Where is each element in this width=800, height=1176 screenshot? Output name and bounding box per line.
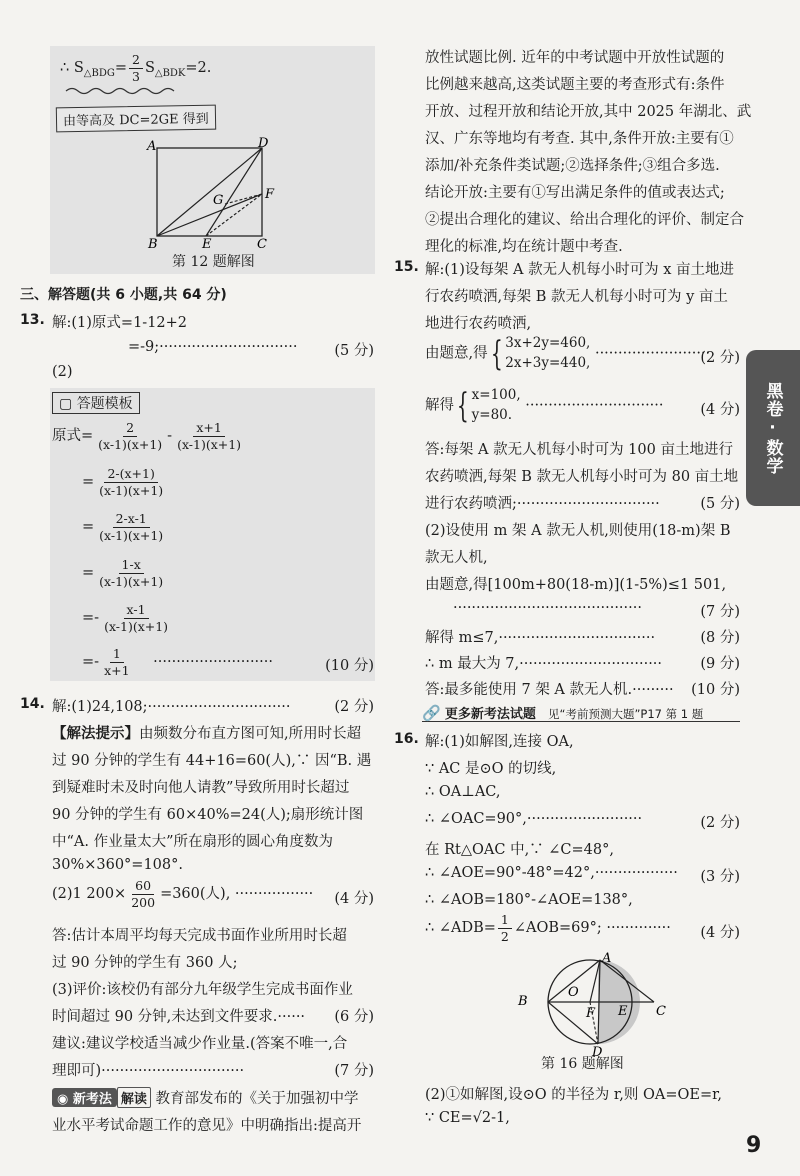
template-step3 [82, 511, 168, 543]
q15-answer3-text: 进行农药喷洒; [425, 496, 517, 512]
handwritten-note [56, 105, 216, 133]
template-step1 [52, 420, 246, 452]
q14-line1-dots: ······························· [147, 699, 291, 715]
eq-end: =2. [185, 60, 212, 77]
q15-part2-line6 [425, 652, 740, 673]
fig16-label-F: F [586, 1006, 596, 1021]
frac3-num: 2-(x+1) [104, 466, 157, 483]
q15-p2-line6-dots: ······························· [519, 656, 663, 672]
q15-answer3 [425, 492, 740, 513]
book-icon: ▢ [59, 396, 73, 412]
fig16-label-A: A [602, 951, 612, 966]
q15-p2-line7-dots: ········· [632, 682, 674, 698]
q14-number: 14. [20, 696, 45, 712]
q14-hint-line3: 到疑难时未及时向他人请教”导致所用时长超过 [52, 780, 350, 796]
q16-line6 [425, 865, 740, 885]
q15-part2-line5 [425, 626, 740, 647]
frac6-num: x-1 [124, 602, 149, 619]
frac2-den: (x-1)(x+1) [177, 436, 242, 452]
figure-16-caption: 第 16 题解图 [541, 1056, 624, 1072]
q13-line2-dots: ······························ [159, 339, 298, 355]
fig16-label-E: E [618, 1004, 628, 1019]
q15-s1-eq2: 2x+3y=440, [505, 354, 591, 371]
q13-line2-score: (5 分) [334, 343, 374, 359]
q15-p2-line4-dots: ········································· [453, 600, 642, 616]
fig12-label-E: E [202, 237, 212, 252]
side-tab [746, 350, 800, 506]
eq-eq: = [114, 60, 127, 77]
q16-line3: ∴ OA⊥AC, [425, 784, 501, 800]
q14-line1 [52, 695, 374, 716]
q16-line6-score: (3 分) [700, 869, 740, 885]
q13-part2-label: (2) [52, 364, 73, 380]
frac1-num: 2 [123, 420, 137, 437]
right-top-line3: 开放、过程开放和结论开放,其中 2025 年湖北、武 [425, 104, 752, 120]
q13-line2-text: =-9; [128, 339, 160, 355]
right-top-line6: 结论开放:主要有①写出满足条件的值或表达式; [425, 185, 725, 201]
fig12-label-G: G [213, 193, 224, 208]
q14-p3-line4-score: (7 分) [334, 1063, 374, 1079]
q15-p2-line5-dots: ·································· [498, 630, 656, 646]
q15-s1-eq1: 3x+2y=460, [505, 335, 591, 351]
step6-dots: ·························· [153, 654, 273, 671]
frac2-num: x+1 [193, 420, 224, 437]
eq-num: 2 [129, 52, 143, 69]
right-top-line2: 比例越来越高,这类试题主要的考查形式有:条件 [425, 77, 725, 93]
q14-part3-line1: (3)评价:该校仍有部分九年级学生完成书面作业 [52, 982, 353, 998]
q16-line4 [425, 811, 740, 831]
q16-line8-score: (4 分) [700, 925, 740, 941]
q15-part2-line4 [425, 600, 740, 620]
template-step2 [82, 466, 168, 498]
frac5-den: (x-1)(x+1) [99, 573, 164, 589]
q14-p2-den: 200 [131, 894, 156, 910]
left-brace-icon: { [456, 385, 469, 426]
q14-hint-line5: 中“A. 作业量太大”所在扇形的圆心角度数为 [52, 834, 334, 850]
link-icon: 🔗 [422, 704, 441, 722]
more-questions-banner [422, 703, 740, 722]
template-step4 [82, 557, 168, 589]
hint-label: 【解法提示】 [52, 726, 139, 742]
step6-eq: =- [82, 654, 100, 671]
q16-line6-dots: ·················· [594, 865, 678, 881]
fig12-label-A: A [147, 139, 157, 154]
q15-p2-line7-text: 答:最多能使用 7 架 A 款无人机. [425, 682, 633, 698]
eq-prefix: ∴ S [60, 60, 84, 77]
fig16-label-D: D [592, 1045, 603, 1060]
q15-line2: 行农药喷洒,每架 B 款无人机每小时可为 y 亩土 [425, 289, 728, 305]
q14-part3-line2 [52, 1005, 374, 1026]
frac3-den: (x-1)(x+1) [99, 482, 164, 498]
fig16-label-C: C [656, 1004, 666, 1019]
hint-line1-text: 由频数分布直方图可知,所用时长超 [139, 726, 362, 742]
q14-part2 [52, 878, 374, 910]
eq-s2: S [144, 60, 155, 77]
side-tab-text: 黑卷·数学 [762, 381, 783, 475]
q15-s2-eq1: x=100, [471, 387, 521, 403]
q15-p2-line6-text: ∴ m 最大为 7, [425, 656, 520, 672]
fig12-label-F: F [265, 187, 275, 202]
pin-icon: ◉ [57, 1092, 69, 1107]
q16-line8-dots: ·············· [606, 920, 671, 937]
section-3-heading: 三、解答题(共 6 小题,共 64 分) [20, 287, 227, 303]
more-questions-ref: 见“考前预测大题”P17 第 1 题 [547, 707, 704, 721]
q16-line8-den: 2 [500, 928, 509, 944]
q14-hint-line6: 30%×360°=108°. [52, 857, 183, 873]
new-exam-tag-text: 新考法 [72, 1092, 112, 1107]
frac5-num: 1-x [119, 557, 144, 574]
q14-answer2: 过 90 分钟的学生有 360 人; [52, 955, 238, 971]
q16-number: 16. [394, 731, 419, 747]
q14-p2-dots: ················· [234, 886, 314, 903]
q14-p3-line4-text: 理即可) [52, 1063, 102, 1079]
new-exam-method-line1 [52, 1087, 359, 1108]
minus-sign: - [167, 428, 173, 445]
q15-system1 [425, 334, 740, 373]
q16-part2-line2: ∵ CE=√2-1, [425, 1110, 510, 1126]
fig16-label-O: O [568, 985, 579, 1000]
q15-part2-line7 [425, 678, 740, 699]
q15-number: 15. [394, 259, 419, 275]
q14-hint-line4: 90 分钟的学生有 60×40%=24(人);扇形统计图 [52, 807, 364, 823]
q15-p2-line5-score: (8 分) [700, 630, 740, 646]
q14-p2-score: (4 分) [334, 891, 374, 907]
fig12-label-C: C [257, 237, 267, 252]
q14-p2-b: =360(人), [160, 886, 231, 903]
q13-number: 13. [20, 312, 45, 328]
q14-part3-line3: 建议:建议学校适当减少作业量.(答案不唯一,合 [52, 1036, 348, 1052]
q14-hint-line1 [52, 722, 361, 743]
page-number: 9 [746, 1133, 762, 1158]
interpretation-tag: 解读 [117, 1087, 151, 1108]
q15-part2-line1: (2)设使用 m 架 A 款无人机,则使用(18-m)架 B [425, 523, 731, 539]
q15-line1: 解:(1)设每架 A 款无人机每小时可为 x 亩土地进 [425, 262, 735, 278]
fig12-label-B: B [148, 237, 158, 252]
new-exam-method-line2: 业水平考试命题工作的意见》中明确指出:提高开 [52, 1118, 362, 1134]
wavy-underline [64, 86, 184, 96]
figure-16-diagram [512, 951, 672, 1060]
q15-p2-line7-score: (10 分) [691, 682, 740, 698]
q15-p2-line5-text: 解得 m≤7, [425, 630, 499, 646]
frac1-den: (x-1)(x+1) [98, 436, 163, 452]
q16-line8-post: ∠AOB=69°; [513, 920, 602, 937]
q15-s2-eq2: y=80. [471, 406, 513, 423]
q14-line1-score: (2 分) [334, 699, 374, 715]
right-top-line5: 添加/补充条件类试题;②选择条件;③组合多选. [425, 158, 720, 174]
template-step5 [82, 602, 173, 634]
q15-answer3-score: (5 分) [700, 496, 740, 512]
q15-s2-score: (4 分) [700, 402, 740, 418]
yuanshi-label: 原式= [52, 428, 94, 445]
q16-line8-pre: ∴ ∠ADB= [425, 920, 496, 937]
answer-template-tag [52, 392, 140, 414]
q14-answer1: 答:估计本周平均每天完成书面作业所用时长超 [52, 928, 347, 944]
q13-line1: 解:(1)原式=1-12+2 [52, 315, 188, 331]
new-exam-tag [52, 1088, 117, 1107]
q16-line4-score: (2 分) [700, 815, 740, 831]
q15-s1-score: (2 分) [700, 350, 740, 366]
q16-line5: 在 Rt△OAC 中,∵ ∠C=48°, [425, 842, 614, 858]
handwritten-note-text: 由等高及 DC=2GE 得到 [62, 111, 209, 130]
q16-line4-dots: ························· [526, 811, 643, 827]
area-ratio-equation [60, 52, 211, 84]
q16-line8-num: 1 [498, 912, 512, 929]
step6-score: (10 分) [325, 658, 374, 674]
fig12-label-D: D [258, 136, 269, 151]
q14-p3-line2-score: (6 分) [334, 1009, 374, 1025]
q14-p3-line2-dots: ······ [277, 1009, 306, 1025]
q14-part3-line4 [52, 1059, 374, 1080]
new-exam-line1-text: 教育部发布的《关于加强初中学 [155, 1091, 359, 1107]
more-questions-label: 更多新考法试题 [444, 707, 536, 722]
q16-line4-text: ∴ ∠OAC=90°, [425, 811, 527, 827]
right-top-line7: ②提出合理化的建议、给出合理化的评价、制定合 [425, 212, 744, 228]
q16-part2-line1: (2)①如解图,设⊙O 的半径为 r,则 OA=OE=r, [425, 1087, 723, 1103]
q14-p2-num: 60 [132, 878, 154, 895]
right-top-line8: 理化的标准,均在统计题中考查. [425, 239, 623, 255]
fig16-label-B: B [518, 994, 528, 1009]
step4-eq: = [82, 565, 95, 582]
left-brace-icon: { [490, 333, 503, 374]
q15-p2-line6-score: (9 分) [700, 656, 740, 672]
template-step6 [82, 646, 374, 678]
figure-12-diagram [145, 138, 285, 250]
q14-p2-a: (2)1 200× [52, 886, 127, 903]
q16-line7: ∴ ∠AOB=180°-∠AOE=138°, [425, 892, 633, 908]
eq-den: 3 [131, 68, 140, 84]
step5-eq: =- [82, 610, 100, 627]
step3-eq: = [82, 519, 95, 536]
q15-answer3-dots: ······························· [516, 496, 660, 512]
q15-s2-dots: ······························ [525, 397, 664, 414]
frac7-num: 1 [110, 646, 124, 663]
q15-part2-line3: 由题意,得[100m+80(18-m)](1-5%)≤1 501, [425, 577, 727, 593]
figure-12-caption: 第 12 题解图 [172, 254, 255, 270]
answer-template-tag-text: 答题模板 [76, 396, 133, 412]
q15-s1-pre: 由题意,得 [425, 345, 488, 362]
right-top-line4: 汉、广东等地均有考查. 其中,条件开放:主要有① [425, 131, 734, 147]
q15-s2-pre: 解得 [425, 397, 454, 414]
frac4-den: (x-1)(x+1) [99, 527, 164, 543]
q14-p3-line2-text: 时间超过 90 分钟,未达到文件要求. [52, 1009, 278, 1025]
q15-line3: 地进行农药喷洒, [425, 316, 532, 332]
q15-part2-line2: 款无人机, [425, 550, 488, 566]
q16-line2: ∵ AC 是⊙O 的切线, [425, 761, 557, 777]
q14-p3-line4-dots: ······························· [101, 1063, 245, 1079]
frac7-den: x+1 [104, 662, 130, 678]
eq-sub2: △BDK [154, 68, 186, 80]
q15-s1-dots: ························· [594, 345, 711, 362]
q13-line2 [128, 339, 374, 359]
q15-answer2: 农药喷洒,每架 B 款无人机每小时可为 80 亩土地 [425, 469, 739, 485]
q14-line1-text: 解:(1)24,108; [52, 699, 148, 715]
right-top-line1: 放性试题比例. 近年的中考试题中开放性试题的 [425, 50, 725, 66]
eq-sub1: △BDG [83, 68, 115, 80]
frac6-den: (x-1)(x+1) [104, 618, 169, 634]
q16-line6-text: ∴ ∠AOE=90°-48°=42°, [425, 865, 595, 881]
q16-line8 [425, 912, 740, 944]
q15-answer1: 答:每架 A 款无人机每小时可为 100 亩土地进行 [425, 442, 733, 458]
q15-p2-line4-score: (7 分) [700, 604, 740, 620]
step2-eq: = [82, 474, 95, 491]
q14-hint-line2: 过 90 分钟的学生有 44+16=60(人),∵ 因“B. 遇 [52, 753, 372, 769]
q16-line1: 解:(1)如解图,连接 OA, [425, 734, 574, 750]
q15-system2 [425, 386, 740, 425]
frac4-num: 2-x-1 [113, 511, 150, 528]
